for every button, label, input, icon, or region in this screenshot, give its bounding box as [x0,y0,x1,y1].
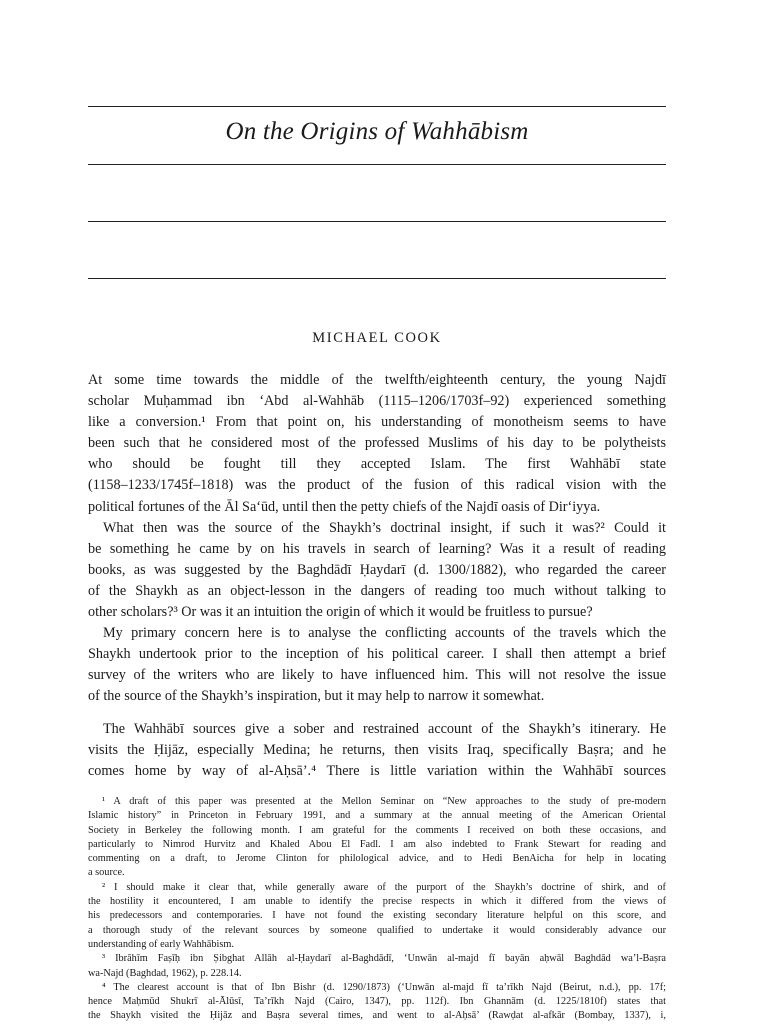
footnote-line: ² I should make it clear that, while generally aware of the purport of the Shaykh’s doctrine of shirk, and of [102,881,666,893]
title-rule [88,164,666,165]
footnote-line: Islamic history” in Princeton in February 1991, and a summary at the annual meeting of the American Oriental [88,810,666,822]
body-line: other scholars?³ Or was it an intuition the origin of which it would be fruitless to pursue? [88,604,593,621]
footnote-line: ¹ A draft of this paper was presented at the Mellon Seminar on “New approaches to the study of pre-modern [102,796,666,807]
body-line: who should be fought till they accepted Islam. The first Wahhābī state [88,456,666,473]
footnotes [88,795,666,1024]
footnote-line: the hostility it encountered, I am unable to identify the precise respects in which it differed from the views of [88,896,666,908]
footnote-line: ³ Ibrāhīm Faṣīḥ ibn Ṣibghat Allāh al-Ḥaydarī al-Baghdādī, ‘Unwān al-majd fī bayān aḥwāl Baghdād wa’l-Baṣra [102,953,666,965]
middle-rule [88,221,666,222]
footnote-line: commenting on a draft, to Jerome Clinton for philological advice, and to Hedi BenAicha for help in locating [88,853,666,865]
body-line: At some time towards the middle of the twelfth/eighteenth century, the young Najdī [88,372,666,388]
body-line: be something he came by on his travels in search of learning? Was it a result of reading [88,540,666,557]
body-line: comes home by way of al-Aḥsā’.⁴ There is little variation within the Wahhābī sources [88,762,666,779]
footnote-line: understanding of early Wahhābism. [88,938,234,950]
paragraph-gap [88,708,666,719]
footnote-line: the Shaykh visited the Ḥijāz and Baṣra several times, and went to al-Aḥsā’ (Rawḍat al-afkār (Bombay, 1337), i, [88,1010,666,1022]
footnote-line: his predecessors and contemporaries. I have not found the existing secondary literature helpful on this score, and [88,910,666,922]
footnote-line: a source. [88,867,125,879]
body-line: political fortunes of the Āl Sa‘ūd, until then the petty chiefs of the Najdī oasis of Dir‘iyya. [88,498,601,515]
article-body [88,370,666,782]
footnote-line: a thorough study of the relevant sources by someone qualified to undertake it would considerably advance our [88,924,666,936]
body-line: books, as was suggested by the Baghdādī Ḥaydarī (d. 1300/1882), who regarded the career [88,561,666,578]
body-line: Shaykh undertook prior to the inception of his political career. I shall then attempt a brief [88,646,666,663]
body-line: (1158–1233/1745f–1818) was the product of the fusion of this radical vision with the [88,477,666,494]
body-line: of the Shaykh as an object-lesson in the dangers of reading too much without talking to [88,582,666,599]
footnote-line: hence Maḥmūd Shukrī al-Ālūsī, Ta’rīkh Najd (Cairo, 1347), pp. 112f). Ibn Ghannām (d. 1225/1810f) states that [88,996,666,1008]
footnote-line: particularly to Nimrod Hurvitz and Khaled Abou El Fadl. I am also indebted to Frank Stewart for reading and [88,838,666,850]
body-line: been such that he considered most of the professed Muslims of his day to be polytheists [88,435,666,452]
top-rule [88,106,666,107]
body-line: My primary concern here is to analyse the conflicting accounts of the travels which the [103,625,666,642]
body-line: scholar Muḥammad ibn ‘Abd al-Wahhāb (1115–1206/1703f–92) experienced something [88,393,666,410]
footnote-line: wa-Najd (Baghdad, 1962), p. 228.14. [88,967,242,979]
body-line: of the source of the Shaykh’s inspiration, but it may help to narrow it somewhat. [88,688,545,705]
body-line: What then was the source of the Shaykh’s doctrinal insight, if such it was?² Could it [103,519,666,536]
lower-rule [88,278,666,279]
article-title: On the Origins of Wahhābism [225,118,529,145]
footnote-line: Society in Berkeley the following month. I am grateful for the comments I received on both these occasions, and [88,824,666,836]
author-name: MICHAEL COOK [312,330,442,346]
body-line: visits the Ḥijāz, especially Medina; he returns, then visits Iraq, specifically Baṣra; and he [88,741,666,758]
body-line: survey of the writers who are likely to have influenced him. This will not resolve the issue [88,667,666,684]
body-line: like a conversion.¹ From that point on, his understanding of monotheism seems to have [88,414,666,431]
body-line: The Wahhābī sources give a sober and restrained account of the Shaykh’s itinerary. He [103,720,666,737]
footnote-line: ⁴ The clearest account is that of Ibn Bishr (d. 1290/1873) (‘Unwān al-majd fī ta’rīkh Najd (Beirut, n.d.), pp. 17f; [102,981,666,993]
